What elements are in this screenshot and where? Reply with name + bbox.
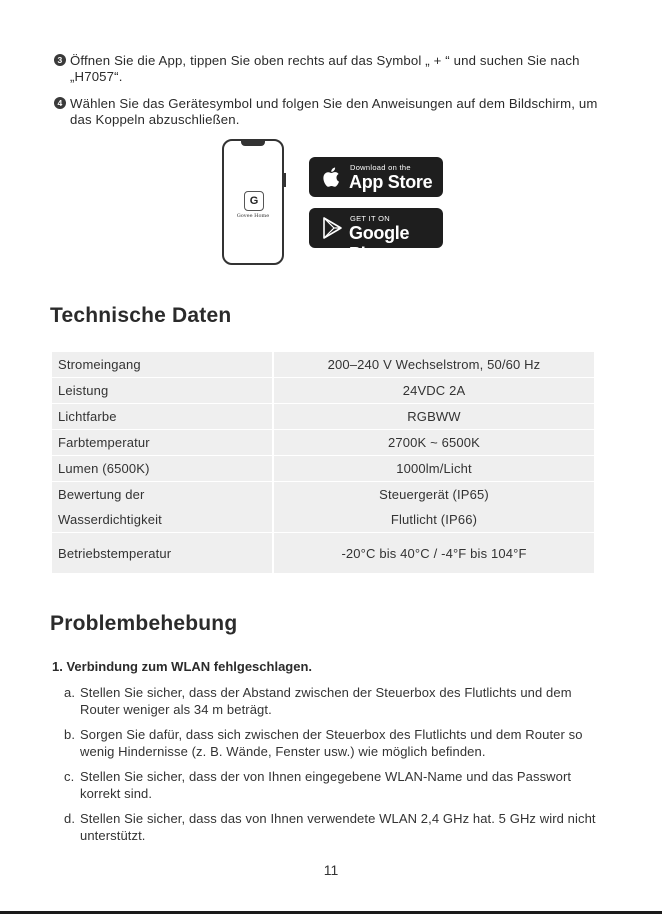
spec-label: Betriebstemperatur (52, 533, 272, 574)
step-text: Wählen Sie das Gerätesymbol und folgen Sie den Anweisungen auf dem Bildschirm, um das Koppeln abzuschließen. (70, 96, 598, 127)
list-item (64, 810, 609, 844)
spec-label: Leistung (52, 378, 272, 404)
table-row (52, 507, 594, 533)
list-item (64, 684, 609, 718)
spec-value: 1000lm/Licht (272, 456, 594, 482)
issue-title: 1. Verbindung zum WLAN fehlgeschlagen. (52, 659, 313, 674)
table-row (52, 404, 594, 430)
specs-table (52, 352, 594, 574)
govee-app-icon: G (244, 191, 264, 211)
troubleshooting-heading: Problembehebung (50, 612, 238, 635)
spec-value: 2700K ~ 6500K (272, 430, 594, 456)
list-item-text: Stellen Sie sicher, dass das von Ihnen verwendete WLAN 2,4 GHz hat. 5 GHz wird nicht unterstützt. (80, 811, 596, 843)
list-item-label: b. (64, 727, 76, 742)
app-store-small-text: Download on the (350, 163, 411, 172)
apple-icon (319, 164, 345, 190)
spec-value: Steuergerät (IP65) (272, 482, 594, 507)
spec-value: -20°C bis 40°C / -4°F bis 104°F (272, 533, 594, 574)
spec-value: Flutlicht (IP66) (272, 507, 594, 533)
list-item-text: Stellen Sie sicher, dass der Abstand zwischen der Steuerbox des Flutlichts und dem Router weniger als 34 m beträgt. (80, 685, 572, 717)
phone-notch (241, 141, 265, 146)
table-row (52, 430, 594, 456)
app-store-badge[interactable] (309, 157, 443, 197)
google-play-badge[interactable] (309, 208, 443, 264)
spec-value: RGBWW (272, 404, 594, 430)
app-store-big-text: App Store (349, 172, 433, 192)
google-play-small-text: GET IT ON (350, 214, 390, 223)
spec-value: 24VDC 2A (272, 378, 594, 404)
spec-label: Stromeingang (52, 352, 272, 378)
step-3 (54, 53, 614, 85)
table-row (52, 533, 594, 574)
list-item-text: Stellen Sie sicher, dass der von Ihnen eingegebene WLAN-Name und das Passwort korrekt sind. (80, 769, 572, 801)
table-row (52, 352, 594, 378)
step-4 (54, 96, 614, 128)
phone-side-button (284, 173, 286, 187)
step-number-badge: 3 (54, 54, 66, 66)
spec-label: Farbtemperatur (52, 430, 272, 456)
spec-label: Lumen (6500K) (52, 456, 272, 482)
list-item-label: d. (64, 811, 76, 826)
specs-heading: Technische Daten (50, 304, 232, 327)
table-row (52, 482, 594, 507)
spec-value: 200–240 V Wechselstrom, 50/60 Hz (272, 352, 594, 378)
table-row (52, 378, 594, 404)
list-item-label: a. (64, 685, 76, 700)
google-play-big-text: Google Play (349, 223, 410, 264)
app-name-label: Govee Home (236, 213, 270, 219)
list-item-text: Sorgen Sie dafür, dass sich zwischen der Steuerbox des Flutlichts und dem Router so wenig Hindernisse (z. B. Wände, Fenster usw.) wie möglich befinden. (80, 727, 583, 759)
page-number: 11 (323, 862, 339, 878)
google-play-icon (319, 215, 345, 241)
spec-label: Lichtfarbe (52, 404, 272, 430)
table-row (52, 456, 594, 482)
spec-label: Wasserdichtigkeit (52, 507, 272, 533)
list-item (64, 726, 609, 760)
step-text: Öffnen Sie die App, tippen Sie oben rechts auf das Symbol „ + “ und suchen Sie nach „H7057“. (70, 53, 580, 84)
list-item-label: c. (64, 769, 75, 784)
phone-illustration (222, 139, 284, 265)
spec-label: Bewertung der (52, 482, 272, 507)
list-item (64, 768, 609, 802)
step-number-badge: 4 (54, 97, 66, 109)
